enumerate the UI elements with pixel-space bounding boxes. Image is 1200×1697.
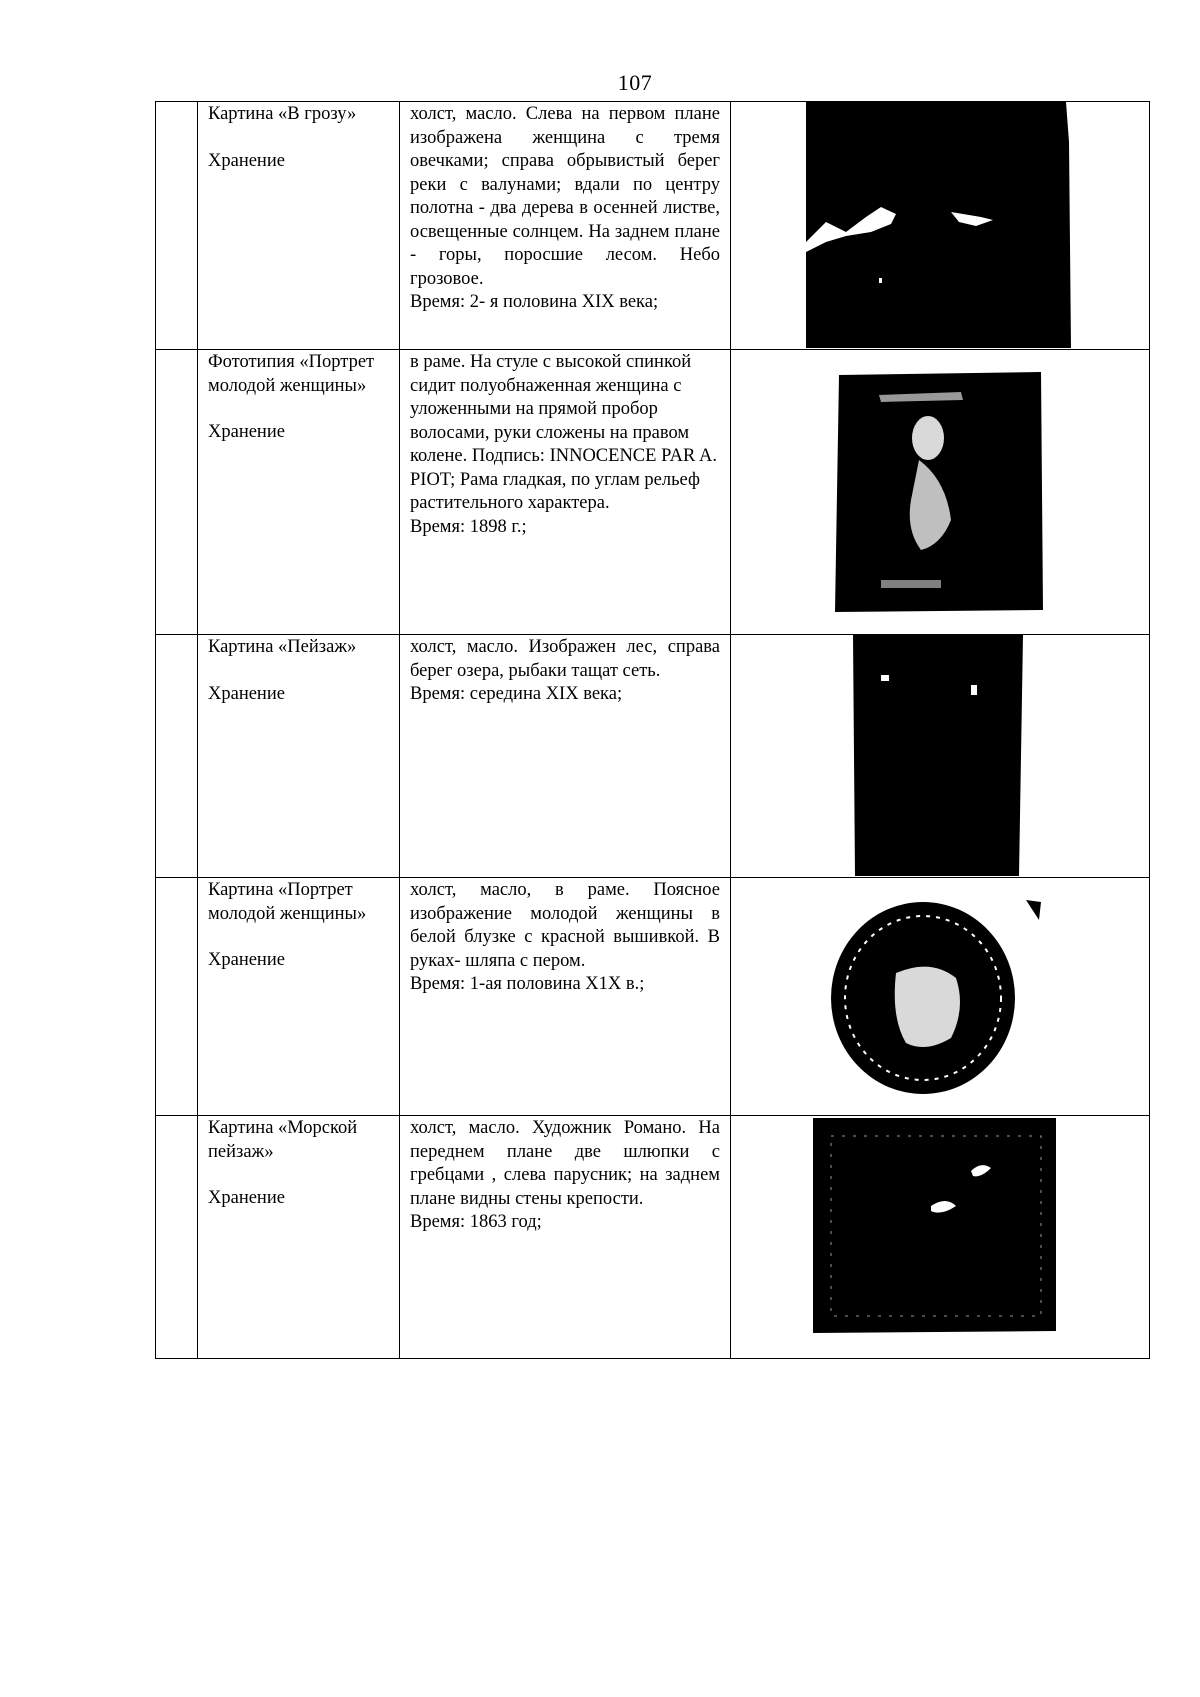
painting-photo <box>731 1116 1149 1357</box>
storage-label: Хранение <box>208 150 285 171</box>
title-cell <box>198 878 400 1116</box>
item-description: холст, масло. Слева на первом плане изображена женщина с тремя овечками; справа обрывистый берег реки с валунами; вдали по центру полотна - два дерева в осенней листве, освещенные солнцем. На заднем плане - горы, поросшие лесом. Небо грозовое. <box>410 104 720 289</box>
item-description: холст, масло, в раме. Поясное изображение молодой женщины в белой блузке с красной вышивкой. В руках- шляпа с пером. <box>410 880 720 971</box>
item-title: Картина «Портрет молодой женщины» <box>208 880 367 924</box>
storage-label: Хранение <box>208 950 285 970</box>
item-title: Фототипия «Портрет молодой женщины» <box>208 352 375 396</box>
photo-cell <box>731 102 1150 350</box>
description-cell <box>400 350 731 635</box>
photo-in-frame <box>731 350 1149 633</box>
number-cell <box>156 350 198 635</box>
storage-label: Хранение <box>208 1188 285 1208</box>
painting-photo <box>731 635 1149 876</box>
description-cell <box>400 102 731 350</box>
title-cell <box>198 1116 400 1359</box>
item-title: Картина «Пейзаж» <box>208 637 357 657</box>
storage-label: Хранение <box>208 422 285 442</box>
item-time: Время: 1863 год; <box>410 1212 542 1232</box>
photo-cell <box>731 350 1150 635</box>
number-cell <box>156 635 198 878</box>
item-description: холст, масло. Художник Романо. На переднем плане две шлюпки с гребцами , слева парусник; на заднем плане видны стены крепости. <box>410 1118 720 1209</box>
page-number: 107 <box>617 70 653 95</box>
item-description: холст, масло. Изображен лес, справа берег озера, рыбаки тащат сеть. <box>410 637 720 681</box>
number-cell <box>156 1116 198 1359</box>
item-title: Картина «В грозу» <box>208 104 357 124</box>
title-cell <box>198 350 400 635</box>
item-description: в раме. На стуле с высокой спинкой сидит полуобнаженная женщина с уложенными на прямой пробор волосами, руки сложены на правом колене. Подпись: INNOCENCE PAR A. PIOT; Рама гладкая, по углам рельеф растительного характера. <box>410 352 717 513</box>
item-time: Время: середина XIX века; <box>410 684 623 704</box>
number-cell <box>156 878 198 1116</box>
inventory-table <box>155 101 1150 1359</box>
oval-framed-portrait <box>731 878 1149 1114</box>
description-cell <box>400 635 731 878</box>
table-row <box>156 1116 1150 1359</box>
photo-cell <box>731 1116 1150 1359</box>
item-time: Время: 2- я половина XIX века; <box>410 292 659 312</box>
storage-label: Хранение <box>208 683 285 704</box>
item-time: Время: 1898 г.; <box>410 516 527 537</box>
description-cell <box>400 878 731 1116</box>
table-row <box>156 102 1150 350</box>
number-cell <box>156 102 198 350</box>
photo-cell <box>731 878 1150 1116</box>
table-row <box>156 635 1150 878</box>
photo-cell <box>731 635 1150 878</box>
title-cell <box>198 635 400 878</box>
table-row <box>156 350 1150 635</box>
item-title: Картина «Морской пейзаж» <box>208 1118 358 1162</box>
painting-photo <box>731 102 1149 348</box>
item-time: Время: 1-ая половина X1X в.; <box>410 974 645 994</box>
table-row <box>156 878 1150 1116</box>
description-cell <box>400 1116 731 1359</box>
title-cell <box>198 102 400 350</box>
